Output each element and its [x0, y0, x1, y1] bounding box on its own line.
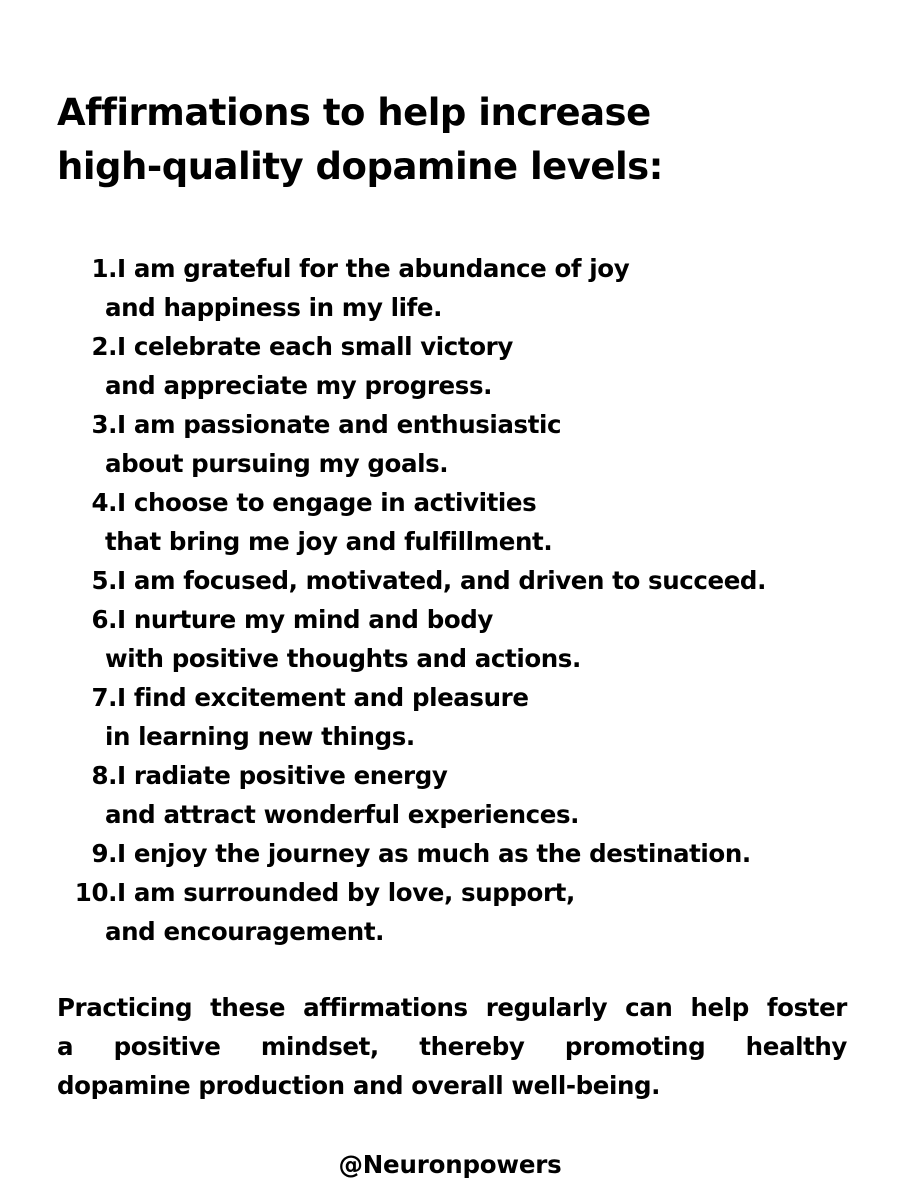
item-text-line-2: and appreciate my progress.: [105, 371, 493, 400]
item-text-line-2: that bring me joy and fulfillment.: [105, 527, 553, 556]
item-text-line-2: and attract wonderful experiences.: [105, 800, 580, 829]
item-number: 5.: [91, 566, 117, 595]
item-text-line-1: I find excitement and pleasure: [117, 683, 529, 712]
affirmation-item-3: [0, 405, 900, 483]
closing-line-3: dopamine production and overall well-being.: [57, 1071, 661, 1100]
item-text-line-1: I celebrate each small victory: [117, 332, 513, 361]
item-text-line-1: I am passionate and enthusiastic: [117, 410, 562, 439]
affirmation-item-10: [0, 873, 900, 951]
title-line-2: high-quality dopamine levels:: [57, 145, 663, 188]
item-number: 1.: [91, 254, 117, 283]
item-text-line-1: I choose to engage in activities: [117, 488, 537, 517]
item-text-line-2: and happiness in my life.: [105, 293, 443, 322]
item-text-line-1: I nurture my mind and body: [117, 605, 493, 634]
item-text-line-2: and encouragement.: [105, 917, 385, 946]
affirmation-item-8: [0, 756, 900, 834]
item-text-line-1: I enjoy the journey as much as the destination.: [117, 839, 751, 868]
item-text-line-2: in learning new things.: [105, 722, 415, 751]
closing-line-1: Practicing these affirmations regularly can help foster: [57, 993, 847, 1022]
affirmation-item-9: [0, 834, 900, 873]
affirmations-list: [0, 249, 900, 951]
item-number: 2.: [91, 332, 117, 361]
item-text-line-2: with positive thoughts and actions.: [105, 644, 581, 673]
item-text-line-1: I radiate positive energy: [117, 761, 448, 790]
item-text-line-1: I am focused, motivated, and driven to succeed.: [117, 566, 766, 595]
item-number: 4.: [91, 488, 117, 517]
item-number: 9.: [91, 839, 117, 868]
affirmation-item-2: [0, 327, 900, 405]
item-number: 8.: [91, 761, 117, 790]
item-text-line-2: about pursuing my goals.: [105, 449, 449, 478]
item-number: 7.: [91, 683, 117, 712]
item-text-line-1: I am surrounded by love, support,: [117, 878, 575, 907]
item-text-line-1: I am grateful for the abundance of joy: [117, 254, 630, 283]
affirmation-item-1: [0, 249, 900, 327]
author-handle: @Neuronpowers: [338, 1150, 562, 1179]
affirmation-item-7: [0, 678, 900, 756]
affirmation-item-5: [0, 561, 900, 600]
closing-line-2: a positive mindset, thereby promoting healthy: [57, 1032, 847, 1061]
item-number: 6.: [91, 605, 117, 634]
item-number: 3.: [91, 410, 117, 439]
affirmation-item-6: [0, 600, 900, 678]
closing-paragraph: [57, 988, 847, 1105]
affirmation-item-4: [0, 483, 900, 561]
title-line-1: Affirmations to help increase: [57, 91, 651, 134]
item-number: 10.: [74, 878, 117, 907]
page-title: [57, 86, 857, 194]
